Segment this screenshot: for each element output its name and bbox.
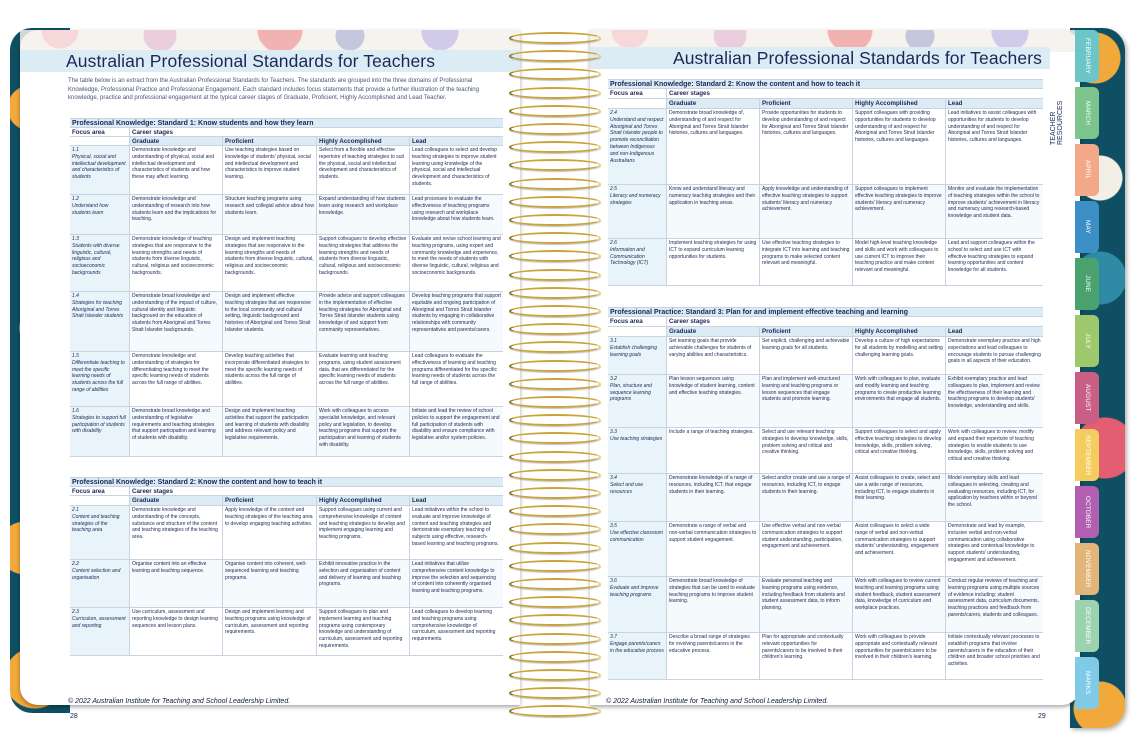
floral-header-decoration	[20, 30, 520, 52]
focus-area-cell	[70, 506, 130, 559]
spiral-binding	[505, 32, 605, 732]
focus-area-number: 2.3	[72, 609, 79, 615]
page-title: Australian Professional Standards for Teachers	[590, 47, 1050, 69]
focus-area-name: Evaluate and improve teaching programs	[610, 584, 659, 598]
descriptor-cell: Support colleagues to develop effective teaching strategies that address the learning strengths and needs of students from diverse linguistic, cultural, religious and socioeconomic backgrounds.	[317, 235, 410, 291]
focus-area-header: Focus area	[608, 317, 667, 326]
focus-area-number: 1.2	[72, 196, 79, 202]
descriptor-cell: Work with colleagues to plan, evaluate and modify learning and teaching programs to create productive learning environments that engage all students.	[853, 375, 946, 427]
descriptor-cell: Demonstrate knowledge of teaching strategies that are responsive to the learning strengths and needs of students from diverse linguistic, cultural, religious and socioeconomic backgrounds.	[130, 235, 223, 291]
tab-march[interactable]: MARCH	[1075, 87, 1099, 139]
focus-area-number: 3.4	[610, 475, 617, 481]
descriptor-cell: Plan and implement well-structured learning and teaching programs or lesson sequences that engage students and promote learning.	[760, 375, 853, 427]
focus-area-name: Use teaching strategies	[610, 435, 663, 442]
table-row	[70, 560, 503, 608]
focus-area-cell	[608, 474, 667, 521]
focus-area-name: Understand and respect Aboriginal and Torres Strait Islander people to promote reconciliation between Indigenous and non-Indigenous Australians	[610, 116, 664, 164]
table-title: Professional Knowledge: Standard 2: Know the content and how to teach it	[608, 79, 1043, 89]
spiral-coil	[509, 287, 601, 299]
stage-header-graduate: Graduate	[667, 327, 760, 336]
descriptor-cell: Demonstrate broad knowledge of, understanding of and respect for Aboriginal and Torres Strait Islander histories, cultures and languages.	[667, 109, 760, 184]
spiral-coil	[509, 232, 601, 244]
descriptor-cell: Plan for appropriate and contextually relevant opportunities for parents/carers to be involved in their children's learning.	[760, 633, 853, 679]
focus-area-number: 2.4	[610, 110, 617, 116]
descriptor-cell: Organise content into coherent, well-sequenced learning and teaching programs.	[223, 560, 317, 607]
tab-october[interactable]: OCTOBER	[1075, 486, 1099, 538]
descriptor-cell: Design and implement teaching strategies that are responsive to the learning strengths and needs of students from diverse linguistic, cultural, religious and socioeconomic backgrounds.	[223, 235, 317, 291]
career-stages-header: Career stages	[669, 90, 710, 97]
descriptor-cell: Demonstrate broad knowledge and understanding of the impact of culture, cultural identity and linguistic background on the education of students from Aboriginal and Torres Strait Islander backgrounds.	[130, 292, 223, 351]
descriptor-cell: Apply knowledge of the content and teaching strategies of the teaching area to develop engaging teaching activities.	[223, 506, 317, 559]
table-row	[70, 195, 503, 235]
descriptor-cell: Plan lesson sequences using knowledge of student learning, content and effective teaching strategies.	[667, 375, 760, 427]
focus-area-cell	[608, 633, 667, 679]
focus-area-name: Physical, social and intellectual development and characteristics of students	[72, 153, 126, 181]
focus-area-number: 3.6	[610, 578, 617, 584]
descriptor-cell: Use teaching strategies based on knowledge of students' physical, social and intellectual development and characteristics to improve student learning.	[223, 146, 317, 194]
descriptor-cell: Set learning goals that provide achievable challenges for students of varying abilities and characteristics.	[667, 337, 760, 374]
focus-area-name: Establish challenging learning goals	[610, 344, 657, 358]
table-header-row	[70, 128, 503, 137]
descriptor-cell: Demonstrate broad knowledge of strategies that can be used to evaluate teaching programs to improve student learning.	[667, 577, 760, 632]
spiral-coil	[509, 687, 601, 699]
descriptor-cell: Work with colleagues to provide appropriate and contextually relevant opportunities for parents/carers to be involved in their children's learning.	[853, 633, 946, 679]
descriptor-cell: Select and/or create and use a range of resources, including ICT, to engage students in their learning.	[760, 474, 853, 521]
descriptor-cell: Model exemplary skills and lead colleagues in selecting, creating and evaluating resources, including ICT, for application by teachers within or beyond the school.	[946, 474, 1043, 521]
standards-table	[608, 307, 1043, 680]
stage-header-proficient: Proficient	[760, 327, 853, 336]
table-row	[70, 407, 503, 457]
focus-area-name: Understand how students learn	[72, 202, 109, 216]
descriptor-cell: Organise content into an effective learning and teaching sequence.	[130, 560, 223, 607]
spiral-coil	[509, 542, 601, 554]
descriptor-cell: Evaluate personal teaching and learning programs using evidence, including feedback from students and student assessment data, to inform planning.	[760, 577, 853, 632]
descriptor-cell: Monitor and evaluate the implementation of teaching strategies within the school to improve students' achievement in literacy and numeracy using research-based knowledge and student data.	[946, 185, 1043, 238]
focus-area-number: 3.2	[610, 376, 617, 382]
spiral-coil	[509, 432, 601, 444]
focus-area-cell	[70, 235, 130, 291]
focus-area-cell	[608, 109, 667, 184]
focus-area-cell	[608, 522, 667, 576]
descriptor-cell: Demonstrate knowledge and understanding of physical, social and intellectual development and characteristics of students and how these may affect learning.	[130, 146, 223, 194]
descriptor-cell: Use effective teaching strategies to integrate ICT into learning and teaching programs to make selected content relevant and meaningful.	[760, 239, 853, 285]
spiral-coil	[509, 68, 601, 80]
focus-area-number: 2.5	[610, 186, 617, 192]
spiral-coil	[509, 32, 601, 44]
descriptor-cell: Use effective verbal and non-verbal communication strategies to support student understanding, participation, engagement and achievement.	[760, 522, 853, 576]
focus-area-header: Focus area	[608, 89, 667, 98]
table-row	[70, 608, 503, 656]
descriptor-cell: Apply knowledge and understanding of effective teaching strategies to support students' literacy and numeracy achievement.	[760, 185, 853, 238]
focus-area-cell	[70, 608, 130, 655]
focus-area-cell	[70, 407, 130, 456]
descriptor-cell: Support colleagues to plan and implement learning and teaching programs using contemporary knowledge and understanding of curriculum, assessment and reporting requirements.	[317, 608, 410, 655]
stage-header-graduate: Graduate	[130, 137, 223, 145]
stage-header-row	[608, 99, 1043, 109]
stage-header-row	[608, 327, 1043, 337]
spiral-coil	[509, 305, 601, 317]
focus-area-name: Content selection and organisation	[72, 567, 121, 581]
descriptor-cell: Lead colleagues to select and develop teaching strategies to improve student learning using knowledge of the physical, social and intellectual development and characteristics of students.	[412, 147, 498, 187]
table-row	[608, 428, 1043, 474]
table-header-row	[70, 487, 503, 496]
descriptor-cell: Support colleagues with providing opportunities for students to develop understanding of and respect for Aboriginal and Torres Strait Islander histories, cultures and languages.	[853, 109, 946, 184]
descriptor-cell: Demonstrate knowledge and understanding of research into how students learn and the implications for teaching.	[130, 195, 223, 234]
focus-area-number: 1.3	[72, 236, 79, 242]
blank-header-cell	[70, 137, 130, 145]
descriptor-cell: Select from a flexible and effective repertoire of teaching strategies to suit the physical, social and intellectual development and characteristics of students.	[317, 146, 410, 194]
focus-area-cell	[70, 146, 130, 194]
standards-table	[70, 477, 503, 656]
spiral-coil	[509, 596, 601, 608]
intro-text: The table below is an extract from the Australian Professional Standards for Teachers. The standards are grouped into the three domains of Professional Knowledge, Professional Practice and Professional Engagement. Each standard includes focus statements that provide a further illustration of the teaching knowledge, practice and professional engagement at the typical career stages of Graduate, Proficient, Highly Accomplished and Lead Teacher.	[68, 78, 479, 102]
descriptor-cell: Evaluate learning and teaching programs, using student assessment data, that are differentiated for the specific learning needs of students across the full range of abilities.	[317, 352, 410, 406]
spiral-coil	[509, 396, 601, 408]
descriptor-cell: Lead and support colleagues within the school to select and use ICT with effective teaching strategies to expand learning opportunities and content knowledge for all students.	[948, 240, 1035, 274]
stage-header-row	[70, 137, 503, 146]
descriptor-cell: Expand understanding of how students learn using research and workplace knowledge.	[317, 195, 410, 234]
table-row	[70, 146, 503, 195]
focus-area-name: Curriculum, assessment and reporting	[72, 615, 126, 629]
focus-area-number: 3.7	[610, 634, 617, 640]
focus-area-name: Information and Communication Technology (ICT)	[610, 246, 649, 267]
focus-area-name: Differentiate teaching to meet the specific learning needs of students across the full range of abilities	[72, 359, 125, 393]
descriptor-cell: Demonstrate and lead by example, inclusive verbal and non-verbal communication using collaborative strategies and contextual knowledge to support students' understanding, engagement and achievement.	[948, 523, 1035, 563]
page-number: 28	[70, 713, 78, 720]
table-row	[608, 239, 1043, 286]
focus-area-header: Focus area	[70, 487, 130, 495]
spiral-coil	[509, 105, 601, 117]
descriptor-cell: Lead processes to evaluate the effectiveness of teaching programs using research and workplace knowledge about how students learn.	[410, 195, 503, 234]
tab-november[interactable]: NOVEMBER	[1075, 543, 1099, 595]
spiral-coil	[509, 578, 601, 590]
table-row	[70, 292, 503, 352]
spiral-coil	[509, 159, 601, 171]
spiral-coil	[509, 523, 601, 535]
focus-area-number: 3.1	[610, 338, 617, 344]
descriptor-cell: Demonstrate exemplary practice and high expectations and lead colleagues to encourage students to pursue challenging goals in all aspects of their education.	[948, 338, 1041, 365]
descriptor-cell: Implement teaching strategies for using ICT to expand curriculum learning opportunities for students.	[667, 239, 760, 285]
focus-area-cell	[608, 185, 667, 238]
focus-area-cell	[70, 560, 130, 607]
descriptor-cell: Know and understand literacy and numeracy teaching strategies and their application in teaching areas.	[667, 185, 760, 238]
descriptor-cell: Lead colleagues to evaluate the effectiveness of learning and teaching programs differentiated for the specific learning needs of students across the full range of abilities.	[412, 353, 497, 387]
focus-area-cell	[608, 337, 667, 374]
focus-area-number: 3.5	[610, 523, 617, 529]
standards-table	[70, 118, 503, 457]
descriptor-cell: Initiate and lead the review of school policies to support the engagement and full participation of students with disability and ensure compliance with legislative and/or system policies.	[410, 407, 503, 456]
copyright-footer: © 2022 Australian Institute for Teaching and School Leadership Limited.	[606, 698, 829, 705]
descriptor-cell: Work with colleagues to review, modify and expand their repertoire of teaching strategies to enable students to use knowledge, skills, problem solving and critical and creative thinking.	[948, 429, 1034, 463]
tab-april[interactable]: APRIL	[1075, 144, 1099, 196]
table-row	[70, 506, 503, 560]
focus-area-number: 1.5	[72, 353, 79, 359]
descriptor-cell: Model high-level teaching knowledge and skills and work with colleagues to use current ICT to improve their teaching practice and make content relevant and meaningful.	[853, 239, 946, 285]
page-title: Australian Professional Standards for Teachers	[20, 50, 520, 72]
career-stages-header: Career stages	[132, 129, 173, 136]
descriptor-cell: Work with colleagues to review current teaching and learning programs using student feedback, student assessment data, knowledge of curriculum and workplace practices.	[853, 577, 946, 632]
focus-area-number: 2.6	[610, 240, 617, 246]
table-row	[608, 633, 1043, 680]
tab-december[interactable]: DECEMBER	[1075, 600, 1099, 652]
spiral-coil	[509, 633, 601, 645]
table-header-row	[608, 317, 1043, 327]
descriptor-cell: Demonstrate knowledge of a range of resources, including ICT, that engage students in their learning.	[667, 474, 760, 521]
spiral-coil	[509, 451, 601, 463]
descriptor-cell: Assist colleagues to create, select and use a wide range of resources, including ICT, to engage students in their learning.	[853, 474, 946, 521]
focus-area-cell	[608, 375, 667, 427]
descriptor-cell: Support colleagues using current and comprehensive knowledge of content and teaching strategies to develop and implement engaging learning and teaching programs.	[317, 506, 410, 559]
descriptor-cell: Conduct regular reviews of teaching and learning programs using multiple sources of evidence including: student assessment data, curriculum documents, teaching practices and feedback from parents/carers, students and colleagues.	[946, 577, 1043, 632]
spiral-coil	[509, 250, 601, 262]
descriptor-cell: Support colleagues to implement effective teaching strategies to improve students' literacy and numeracy achievement.	[853, 185, 946, 238]
spiral-coil	[509, 469, 601, 481]
focus-area-cell	[70, 292, 130, 351]
descriptor-cell: Design and implement learning and teaching programs using knowledge of curriculum, assessment and reporting requirements.	[223, 608, 317, 655]
focus-area-header: Focus area	[70, 128, 130, 136]
spiral-coil	[509, 50, 601, 62]
stage-header-proficient: Proficient	[223, 137, 317, 145]
spiral-coil	[509, 614, 601, 626]
tab-marks[interactable]: MARKS	[1075, 657, 1099, 709]
descriptor-cell: Develop a culture of high expectations for all students by modelling and setting challenging learning goals.	[853, 337, 946, 374]
tab-july[interactable]: JULY	[1075, 315, 1099, 367]
spiral-coil	[509, 178, 601, 190]
table-header-row	[608, 89, 1043, 99]
stage-header-highly-accomplished: Highly Accomplished	[317, 496, 410, 505]
spiral-coil	[509, 414, 601, 426]
descriptor-cell: Demonstrate broad knowledge and understanding of legislative requirements and teaching strategies that support participation and learning of students with disability.	[130, 407, 223, 456]
descriptor-cell: Include a range of teaching strategies.	[667, 428, 760, 473]
descriptor-cell: Use curriculum, assessment and reporting knowledge to design learning sequences and lesson plans.	[130, 608, 223, 655]
table-row	[70, 235, 503, 292]
spiral-coil	[509, 669, 601, 681]
focus-area-number: 1.1	[72, 147, 79, 153]
descriptor-cell: Select and use relevant teaching strategies to develop knowledge, skills, problem solving and critical and creative thinking.	[760, 428, 853, 473]
tab-august[interactable]: AUGUST	[1075, 372, 1099, 424]
focus-area-cell	[70, 352, 130, 406]
stage-header-lead: Lead	[412, 497, 427, 504]
descriptor-cell: Lead initiatives to assist colleagues with opportunities for students to develop understanding of and respect for Aboriginal and Torres Strait Islander histories, cultures and languages.	[948, 110, 1037, 144]
descriptor-cell: Evaluate and revise school learning and teaching programs, using expert and community knowledge and experience, to meet the needs of students with diverse linguistic, cultural, religious and socioeconomic backgrounds.	[412, 236, 501, 276]
descriptor-cell: Exhibit exemplary practice and lead colleagues to plan, implement and review the effectiveness of their learning and teaching programs to develop students' knowledge, understanding and skills.	[946, 375, 1043, 427]
focus-area-cell	[608, 239, 667, 285]
table-row	[608, 375, 1043, 428]
descriptor-cell: Lead colleagues to develop learning and teaching programs using comprehensive knowledge of curriculum, assessment and reporting requirements.	[412, 609, 496, 643]
descriptor-cell: Exhibit innovative practice in the selection and organisation of content and delivery of learning and teaching programs.	[317, 560, 410, 607]
descriptor-cell: Demonstrate a range of verbal and non-verbal communication strategies to support student engagement.	[667, 522, 760, 576]
career-stages-header: Career stages	[132, 488, 173, 495]
focus-area-name: Select and use resources	[610, 481, 644, 495]
spiral-coil	[509, 505, 601, 517]
descriptor-cell: Develop teaching activities that incorporate differentiated strategies to meet the specific learning needs of students across the full range of abilities.	[223, 352, 317, 406]
descriptor-cell: Lead initiatives that utilise comprehensive content knowledge to improve the selection and sequencing of content into coherently organised learning and teaching programs.	[410, 560, 503, 607]
descriptor-cell: Describe a broad range of strategies for involving parents/carers in the educative process.	[667, 633, 760, 679]
descriptor-cell: Structure teaching programs using research and collegial advice about how students learn.	[223, 195, 317, 234]
stage-header-row	[70, 496, 503, 506]
table-row	[608, 577, 1043, 633]
focus-area-name: Strategies to support full participation of students with disability	[72, 414, 126, 435]
table-row	[608, 185, 1043, 239]
table-title: Professional Practice: Standard 3: Plan for and implement effective teaching and learning	[608, 307, 1043, 317]
stage-header-graduate: Graduate	[130, 496, 223, 505]
spiral-coil	[509, 705, 601, 717]
teacher-resources-label: TEACHER RESOURCES	[1050, 100, 1064, 145]
spiral-coil	[509, 269, 601, 281]
stage-header-lead: Lead	[948, 100, 963, 107]
tab-june[interactable]: JUNE	[1075, 258, 1099, 310]
focus-area-name: Literacy and numeracy strategies	[610, 192, 661, 206]
spiral-coil	[509, 323, 601, 335]
descriptor-cell: Lead initiatives within the school to evaluate and improve knowledge of content and teaching strategies and demonstrate exemplary teaching of subjects using effective, research-based learning and teaching programs.	[412, 507, 499, 547]
tab-may[interactable]: MAY	[1075, 201, 1099, 253]
stage-header-lead: Lead	[412, 138, 427, 145]
focus-area-number: 3.3	[610, 429, 617, 435]
descriptor-cell: Assist colleagues to select a wide range of verbal and non-verbal communication strategies to support students' understanding, engagement and achievement.	[853, 522, 946, 576]
descriptor-cell: Support colleagues to select and apply effective teaching strategies to develop knowledge, skills, problem solving, critical and creative thinking.	[853, 428, 946, 473]
spiral-coil	[509, 560, 601, 572]
spiral-coil	[509, 360, 601, 372]
descriptor-cell: Design and implement effective teaching strategies that are responsive to the local community and cultural setting, linguistic background and histories of Aboriginal and Torres Strait Islander students.	[223, 292, 317, 351]
spiral-coil	[509, 487, 601, 499]
stage-header-proficient: Proficient	[223, 496, 317, 505]
descriptor-cell: Demonstrate knowledge and understanding of the concepts, substance and structure of the content and teaching strategies of the teaching area.	[130, 506, 223, 559]
focus-area-cell	[608, 577, 667, 632]
table-row	[608, 109, 1043, 185]
table-title: Professional Knowledge: Standard 2: Know the content and how to teach it	[70, 477, 503, 487]
descriptor-cell: Provide opportunities for students to develop understanding of and respect for Aboriginal and Torres Strait Islander histories, cultures and languages.	[760, 109, 853, 184]
descriptor-cell: Develop teaching programs that support equitable and ongoing participation of Aboriginal and Torres Strait Islander students by engaging in collaborative relationships with community representatives and parents/carers.	[410, 292, 503, 351]
table-title: Professional Knowledge: Standard 1: Know students and how they learn	[70, 118, 503, 128]
focus-area-number: 1.4	[72, 293, 79, 299]
stage-header-lead: Lead	[948, 328, 963, 335]
spiral-coil	[509, 651, 601, 663]
spiral-coil	[509, 196, 601, 208]
blank-header-cell	[70, 496, 130, 505]
spiral-coil	[509, 341, 601, 353]
copyright-footer: © 2022 Australian Institute for Teaching and School Leadership Limited.	[68, 698, 291, 705]
stage-header-highly-accomplished: Highly Accomplished	[853, 327, 946, 336]
focus-area-cell	[70, 195, 130, 234]
focus-area-name: Plan, structure and sequence learning programs	[610, 382, 652, 403]
stage-header-highly-accomplished: Highly Accomplished	[853, 99, 946, 108]
spiral-coil	[509, 87, 601, 99]
descriptor-cell: Set explicit, challenging and achievable learning goals for all students.	[760, 337, 853, 374]
focus-area-number: 2.1	[72, 507, 79, 513]
career-stages-header: Career stages	[669, 318, 710, 325]
spiral-coil	[509, 214, 601, 226]
focus-area-name: Strategies for teaching Aboriginal and Torres Strait Islander students	[72, 299, 124, 320]
descriptor-cell: Initiate contextually relevant processes to establish programs that involve parents/carers in the education of their children and broader school priorities and activities.	[948, 634, 1040, 668]
focus-area-number: 2.2	[72, 561, 79, 567]
table-row	[70, 352, 503, 407]
blank-header-cell	[608, 99, 667, 108]
descriptor-cell: Provide advice and support colleagues in the implementation of effective teaching strategies for Aboriginal and Torres Strait Islander students using knowledge of and support from community representatives.	[317, 292, 410, 351]
blank-header-cell	[608, 327, 667, 336]
descriptor-cell: Demonstrate knowledge and understanding of strategies for differentiating teaching to meet the specific learning needs of students across the full range of abilities.	[130, 352, 223, 406]
focus-area-name: Use effective classroom communication	[610, 529, 664, 543]
table-row	[608, 337, 1043, 375]
descriptor-cell: Design and implement teaching activities that support the participation and learning of students with disability and address relevant policy and legislative requirements.	[223, 407, 317, 456]
focus-area-name: Content and teaching strategies of the teaching area	[72, 513, 120, 534]
focus-area-name: Students with diverse linguistic, cultural, religious and socioeconomic backgrounds	[72, 242, 120, 276]
table-row	[608, 522, 1043, 577]
spiral-coil	[509, 141, 601, 153]
focus-area-name: Engage parents/carers in the educative process	[610, 640, 664, 654]
standards-table	[608, 79, 1043, 286]
spiral-coil	[509, 123, 601, 135]
table-row	[608, 474, 1043, 522]
stage-header-highly-accomplished: Highly Accomplished	[317, 137, 410, 145]
page-number: 29	[1038, 713, 1046, 720]
spiral-coil	[509, 378, 601, 390]
focus-area-cell	[608, 428, 667, 473]
stage-header-proficient: Proficient	[760, 99, 853, 108]
descriptor-cell: Work with colleagues to access specialist knowledge, and relevant policy and legislation, to develop teaching programs that support the participation and learning of students with disability.	[317, 407, 410, 456]
tab-february[interactable]: FEBRUARY	[1075, 30, 1099, 82]
focus-area-number: 1.6	[72, 408, 79, 414]
stage-header-graduate: Graduate	[667, 99, 760, 108]
tab-september[interactable]: SEPTEMBER	[1075, 429, 1099, 481]
